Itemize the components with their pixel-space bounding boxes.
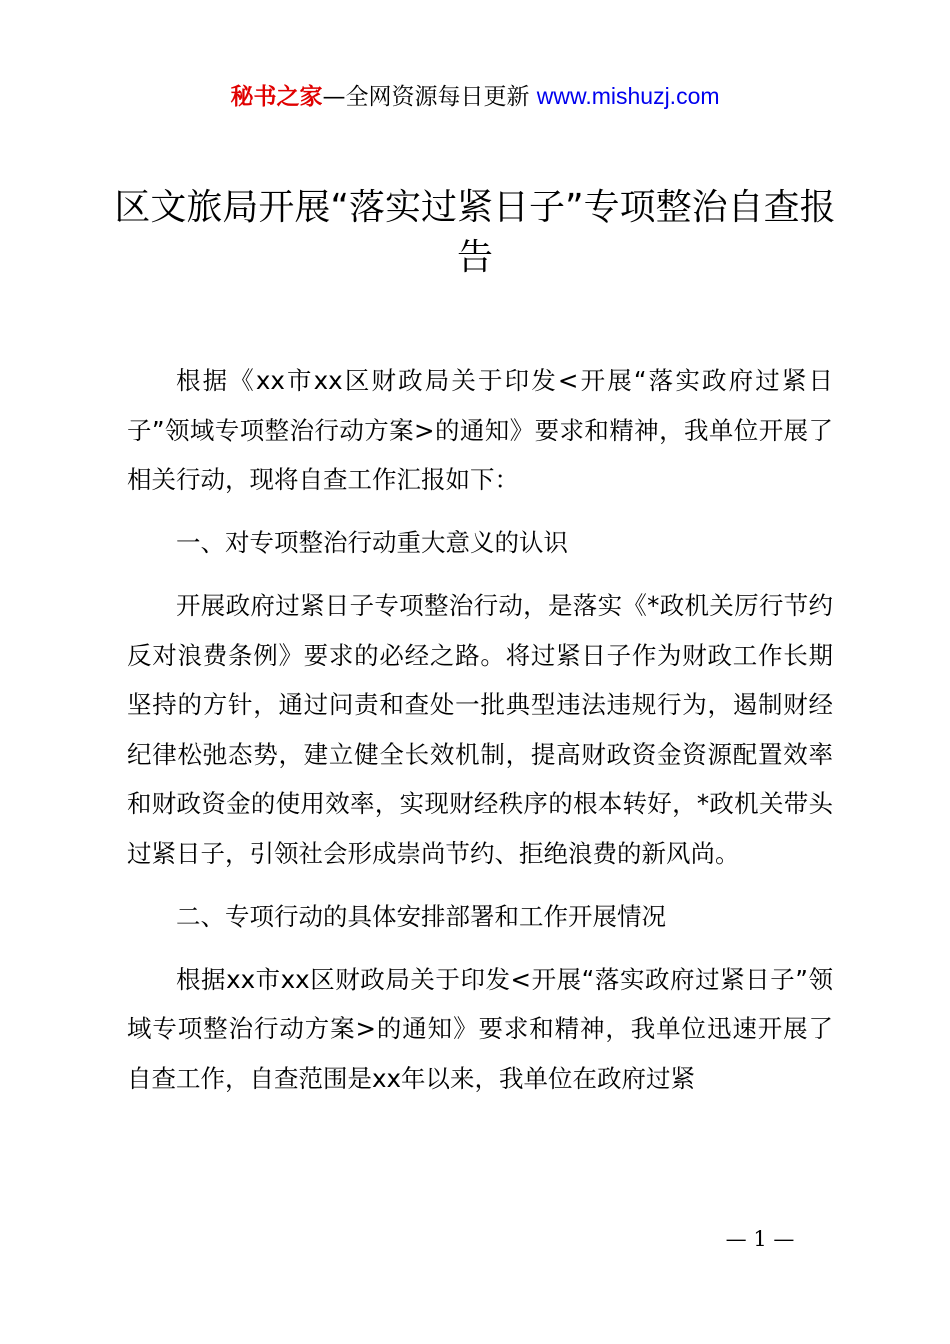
page-number: — 1 — [725, 1227, 795, 1251]
document-body [127, 356, 833, 1117]
paragraph-arrangements: 根据xx市xx区财政局关于印发<开展“落实政府过紧日子”领域专项整治行动方案>的通知》要求和精神，我单位迅速开展了自查工作，自查范围是xx年以来，我单位在政府过紧 [127, 964, 833, 1093]
document-title: 区文旅局开展“落实过紧日子”专项整治自查报告 [114, 187, 836, 278]
site-brand: 秘书之家 [230, 84, 323, 110]
section-heading-2: 二、专项行动的具体安排部署和工作开展情况 [176, 901, 666, 931]
site-header [0, 80, 950, 113]
paragraph-intro: 根据《xx市xx区财政局关于印发<开展“落实政府过紧日子”领域专项整治行动方案>的通知》要求和精神，我单位开展了相关行动，现将自查工作汇报如下： [127, 366, 833, 494]
site-url[interactable]: www.mishuzj.com [536, 83, 720, 109]
section-heading-1: 一、对专项整治行动重大意义的认识 [176, 528, 568, 557]
paragraph-significance: 开展政府过紧日子专项整治行动，是落实《*政机关厉行节约反对浪费条例》要求的必经之路。将过紧日子作为财政工作长期坚持的方针，通过问责和查处一批典型违法违规行为，遏制财经纪律松弛态势，建立健全长效机制，提高财政资金资源配置效率和财政资金的使用效率，实现财经秩序的根本转好，*政机关带头过紧日子，引领社会形成崇尚节约、拒绝浪费的新风尚。 [127, 591, 833, 868]
site-tagline: —全网资源每日更新 [322, 84, 537, 110]
